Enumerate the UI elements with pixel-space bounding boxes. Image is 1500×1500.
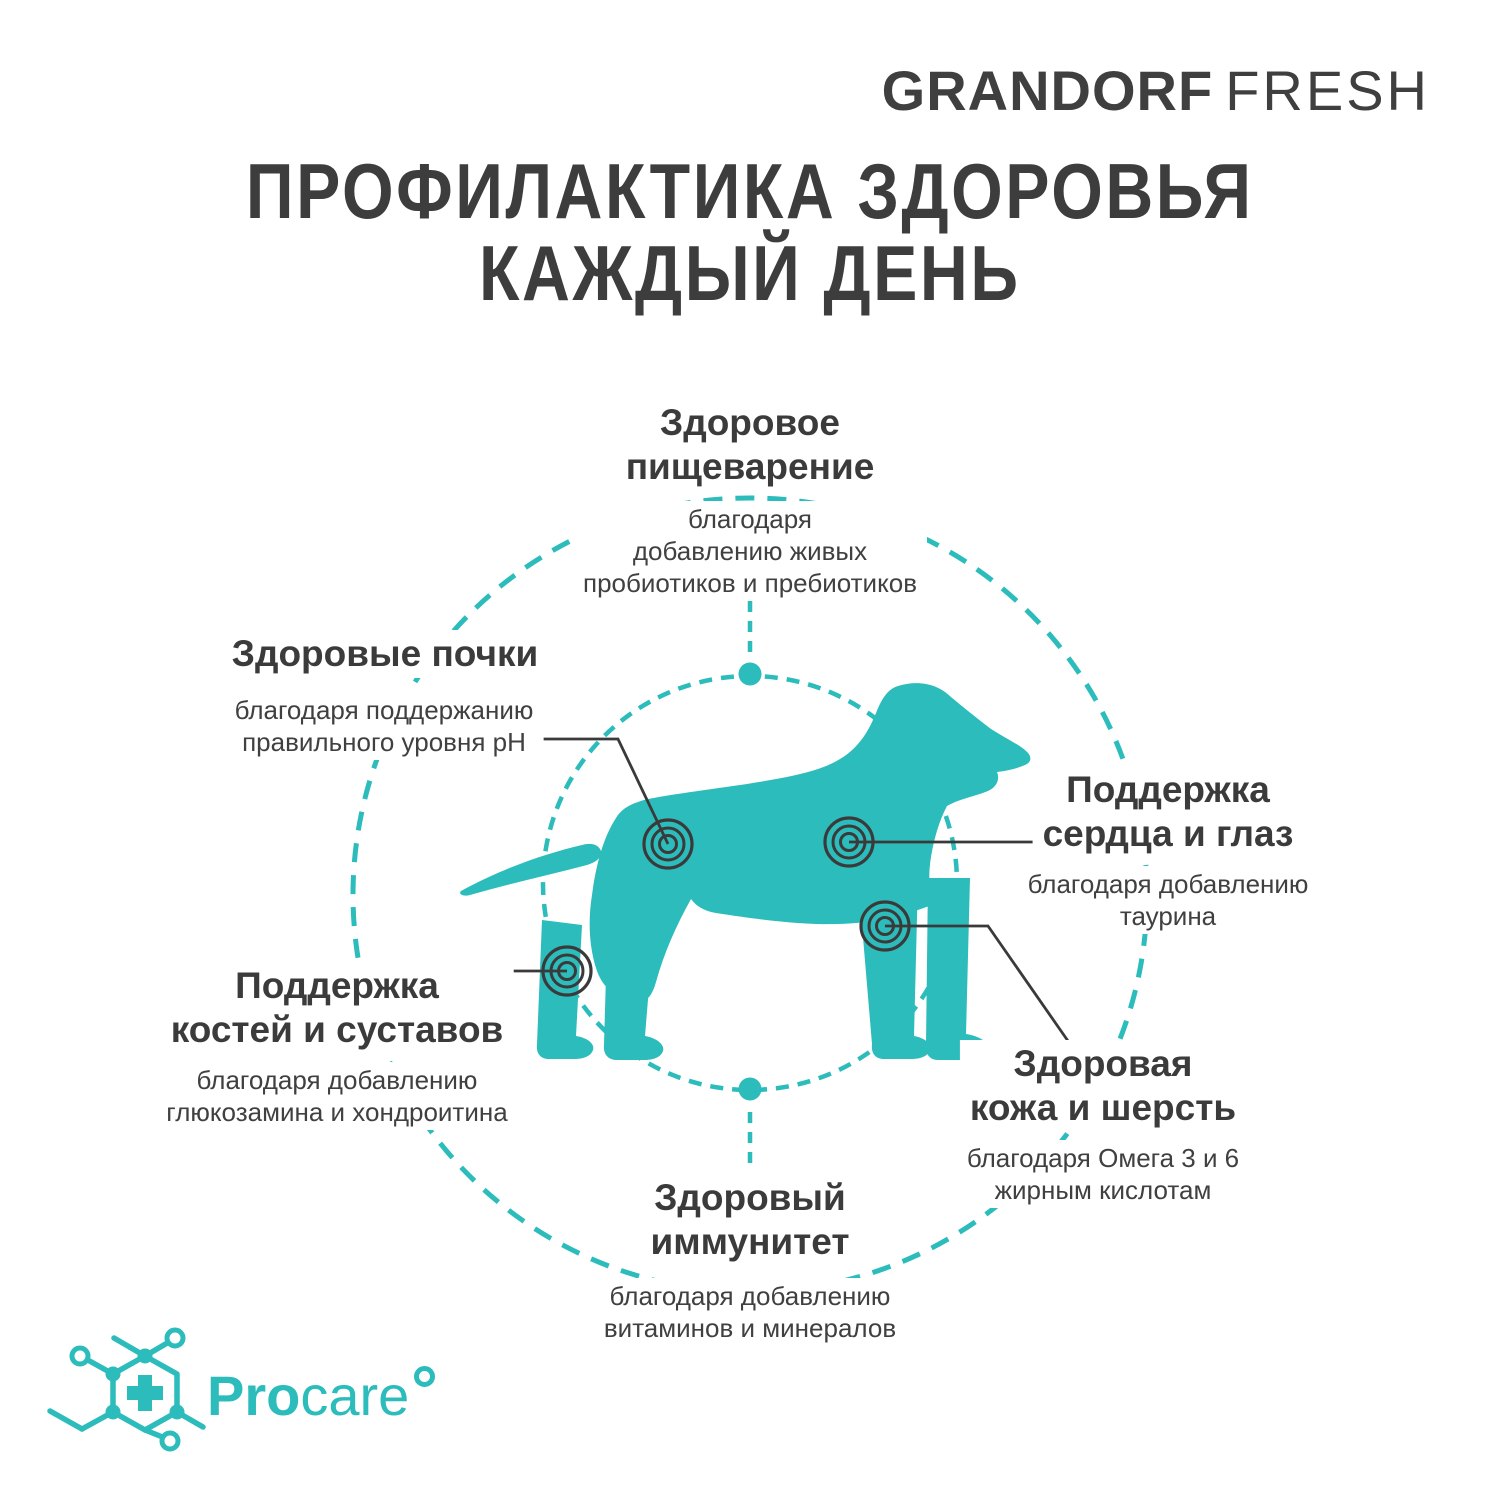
procare-molecule-icon	[50, 1330, 203, 1449]
benefit-digestion-heading-line2: пищеварение	[625, 446, 875, 487]
procare-logo-pro: Pro	[207, 1364, 301, 1427]
benefit-digestion-sub-line3: пробиотиков и пребиотиков	[582, 568, 918, 598]
benefit-immunity-heading-line1: Здоровый	[654, 1177, 846, 1218]
benefit-skin-coat-sub-line2: жирным кислотам	[994, 1175, 1212, 1205]
benefit-kidneys-heading-line1: Здоровые почки	[231, 633, 539, 674]
benefit-heart-eyes-subtext	[1018, 866, 1319, 934]
brand-name-light: FRESH	[1225, 59, 1430, 122]
benefit-digestion-subtext	[573, 501, 927, 601]
benefit-bones-joints-subtext	[156, 1062, 517, 1130]
benefit-skin-coat-subtext	[957, 1140, 1249, 1208]
brand-name-bold: GRANDORF	[881, 59, 1214, 122]
benefit-kidneys-heading	[222, 630, 548, 678]
page-title	[0, 147, 1500, 317]
circle-node-bottom	[739, 1078, 762, 1101]
benefit-kidneys-sub-line1: благодаря поддержанию	[234, 695, 534, 725]
benefit-bones-joints-sub-line1: благодаря добавлению	[196, 1065, 478, 1095]
benefit-immunity-heading	[640, 1174, 859, 1266]
procare-logo	[207, 1363, 435, 1428]
benefit-skin-coat-heading-line1: Здоровая	[1013, 1043, 1193, 1084]
page-title-line1: ПРОФИЛАКТИКА ЗДОРОВЬЯ	[246, 147, 1254, 235]
benefit-digestion-sub-line2: добавлению живых	[632, 536, 868, 566]
benefit-heart-eyes-heading-line1: Поддержка	[1066, 769, 1270, 810]
page-title-line2: КАЖДЫЙ ДЕНЬ	[479, 229, 1021, 317]
benefit-heart-eyes-sub-line2: таурина	[1119, 901, 1217, 931]
benefit-bones-joints-heading-line1: Поддержка	[235, 965, 439, 1006]
circle-node-top	[739, 663, 762, 686]
benefit-immunity-heading-line2: иммунитет	[650, 1221, 850, 1262]
procare-logo-care: care	[300, 1364, 410, 1427]
benefit-heart-eyes-heading	[1033, 766, 1304, 858]
benefit-bones-joints-sub-line2: глюкозамина и хондроитина	[166, 1097, 508, 1127]
benefit-skin-coat-heading-line2: кожа и шерсть	[969, 1087, 1237, 1128]
benefit-skin-coat-sub-line1: благодаря Омега 3 и 6	[966, 1143, 1240, 1173]
benefit-heart-eyes-heading-line2: сердца и глаз	[1042, 813, 1294, 854]
benefit-digestion-heading	[616, 399, 885, 491]
brand-header	[882, 58, 1430, 123]
benefit-digestion-sub-line1: благодаря	[687, 504, 813, 534]
benefit-immunity-sub-line1: благодаря добавлению	[609, 1281, 891, 1311]
benefit-bones-joints-heading-line2: костей и суставов	[170, 1009, 504, 1050]
benefit-kidneys-subtext	[225, 692, 544, 760]
benefit-skin-coat-heading	[960, 1040, 1246, 1132]
benefit-immunity-subtext	[594, 1278, 906, 1346]
benefit-heart-eyes-sub-line1: благодаря добавлению	[1027, 869, 1309, 899]
benefit-bones-joints-heading	[161, 962, 514, 1054]
procare-degree-icon	[414, 1366, 435, 1387]
benefit-kidneys-sub-line2: правильного уровня pH	[242, 727, 526, 757]
benefit-immunity-sub-line2: витаминов и минералов	[603, 1313, 897, 1343]
benefit-digestion-heading-line1: Здоровое	[660, 402, 840, 443]
